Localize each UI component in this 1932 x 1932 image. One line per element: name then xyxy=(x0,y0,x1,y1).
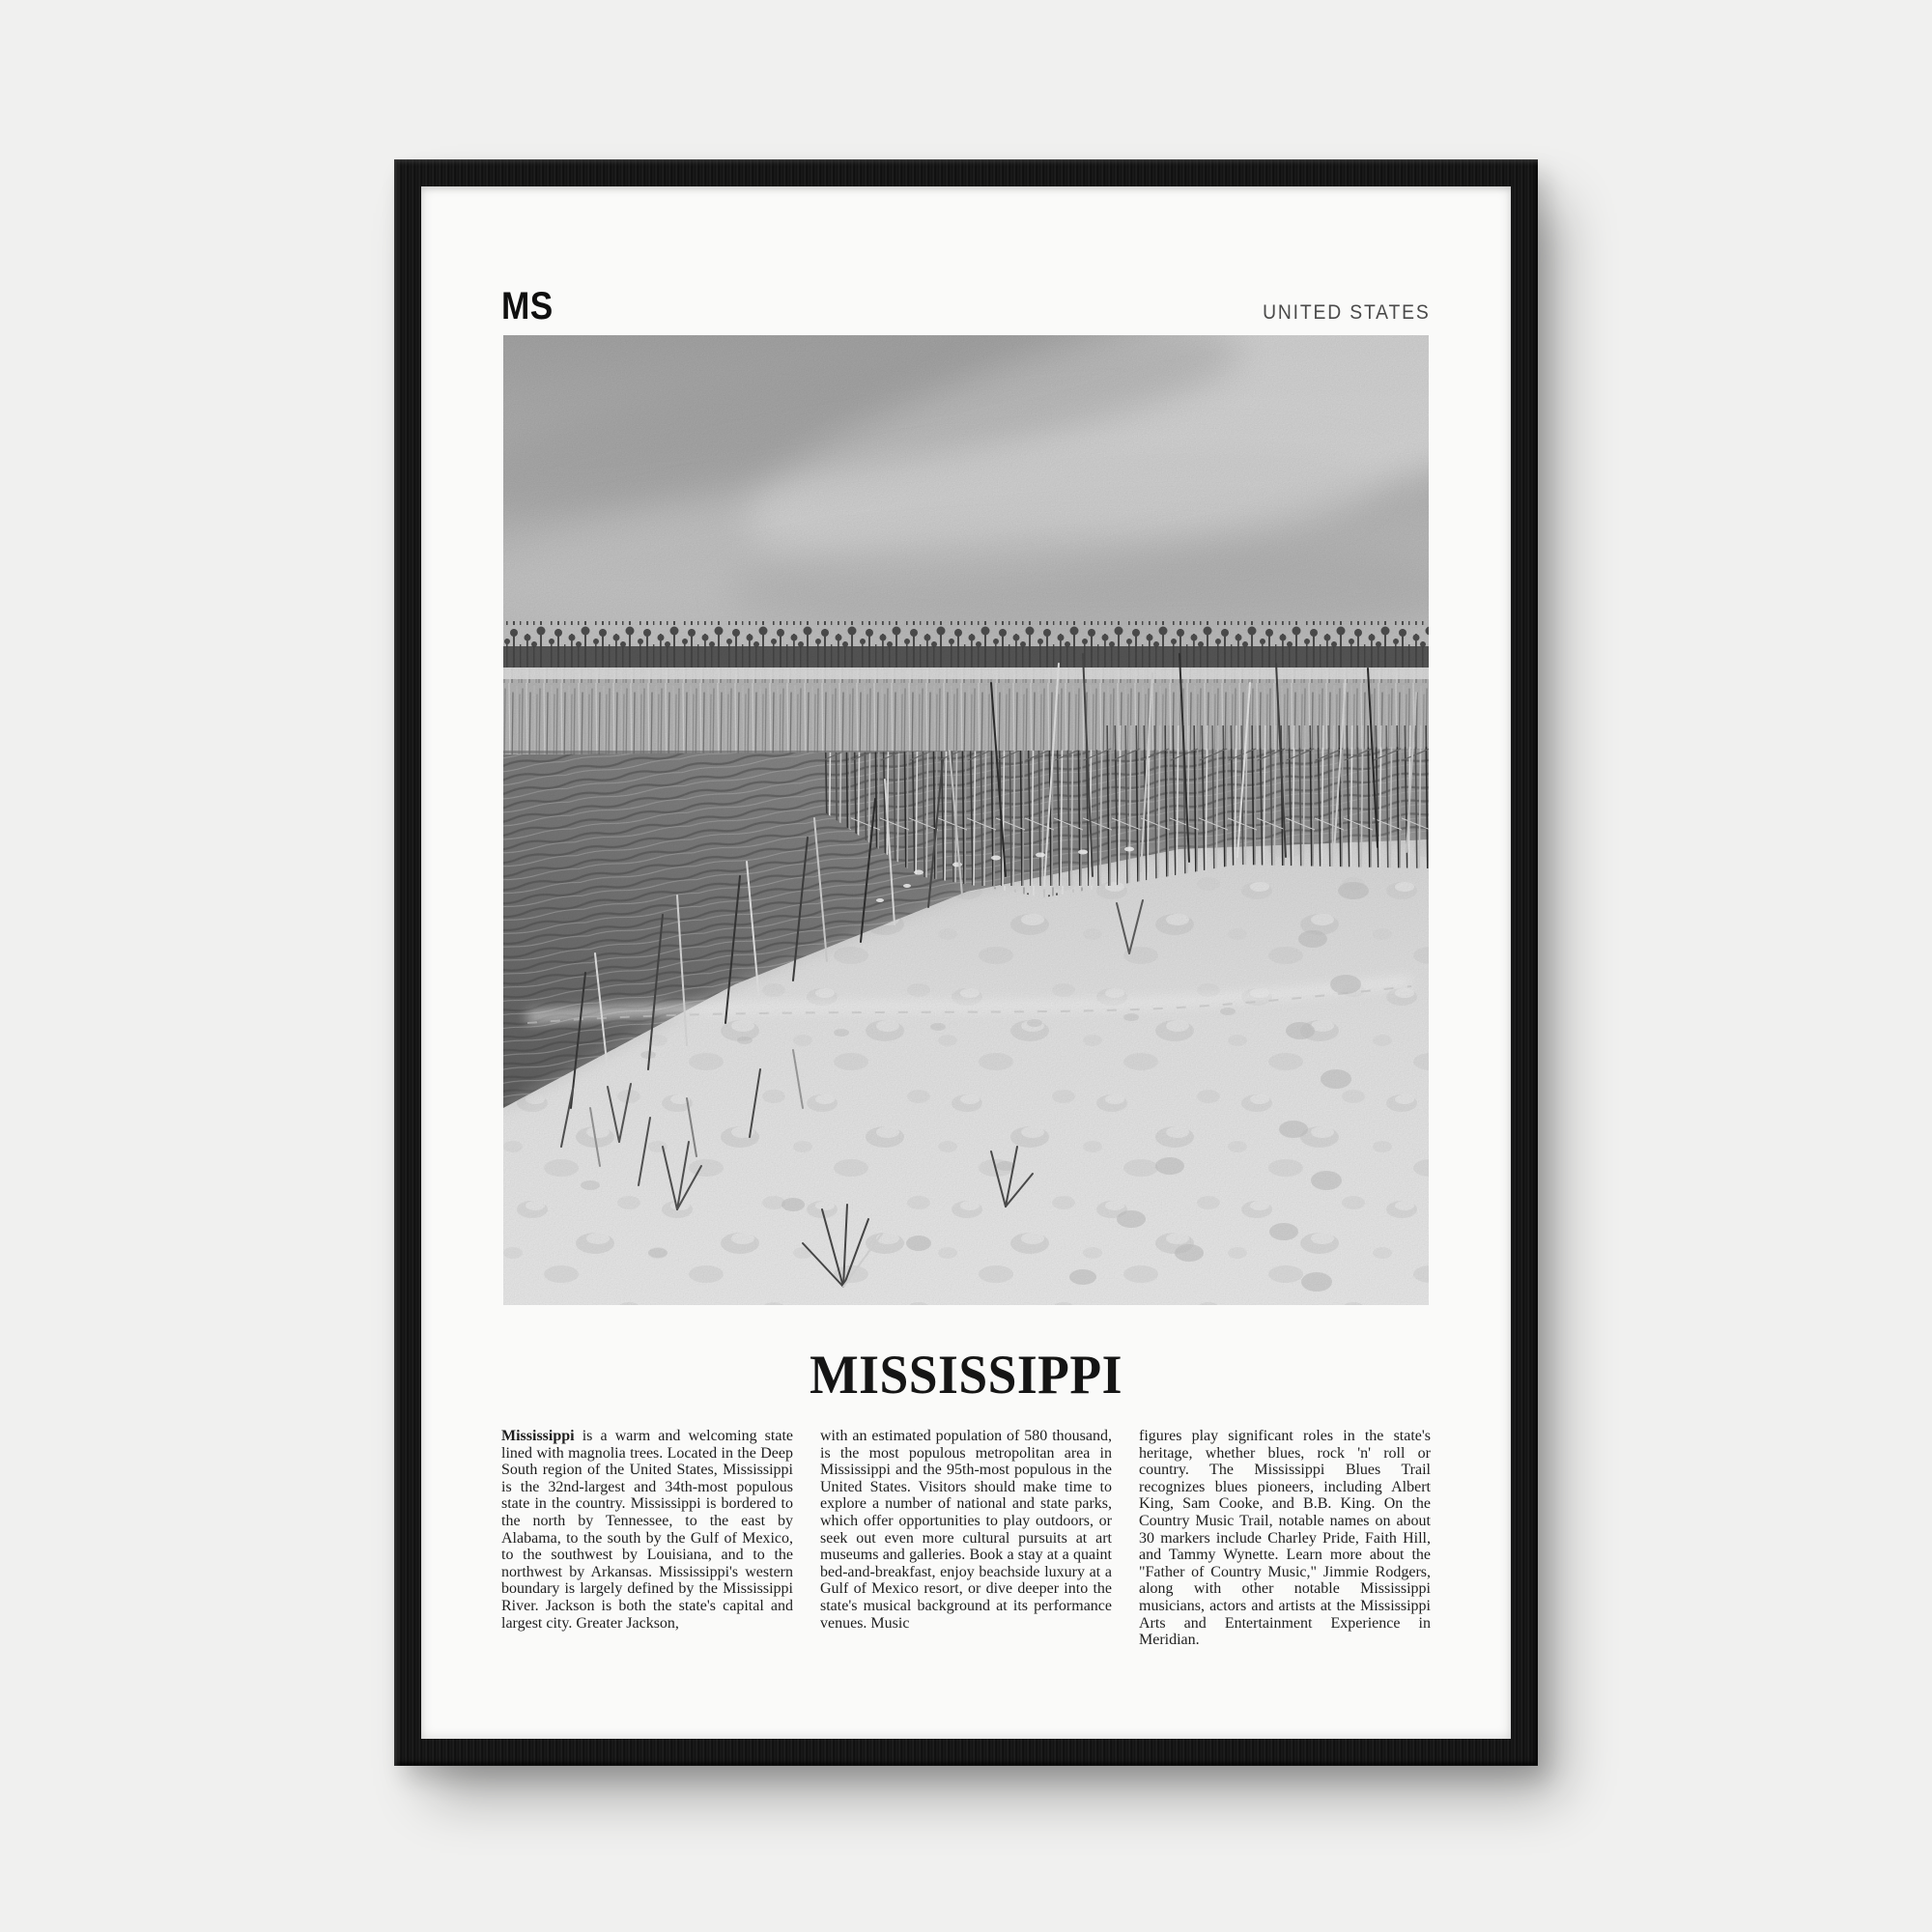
article-column-1 xyxy=(501,1428,793,1649)
article-column-3: figures play significant roles in the state's heritage, whether blues, rock 'n' roll or country. The Mississippi Blues Trail recognizes blues pioneers, including Albert King, Sam Cooke, and B.B. King. On the Country Music Trail, notable names on about 30 markers include Charley Pride, Faith Hill, and Tammy Wynette. Learn more about the "Father of Country Music," Jimmie Rodgers, along with other notable Mississippi musicians, actors and artists at the Mississippi Arts and Entertainment Experience in Meridian. xyxy=(1139,1428,1431,1649)
article-columns xyxy=(501,1428,1431,1649)
poster-paper xyxy=(421,186,1511,1739)
photo-grain-overlay xyxy=(503,335,1429,1305)
state-code-label: MS xyxy=(501,285,554,327)
article-lead-word: Mississippi xyxy=(501,1428,575,1444)
poster-title: MISSISSIPPI xyxy=(810,1345,1122,1406)
article-column-2: with an estimated population of 580 thousand, is the most populous metropolitan area in Mississippi and the 95th-most populous in the United States. Visitors should make time to explore a number of national and state parks, which offer opportunities to play outdoors, or seek out even more cultural pursuits at art museums and galleries. Book a stay at a quaint bed-and-breakfast, enjoy beachside luxury at a Gulf of Mexico resort, or dive deeper into the state's musical background at its performance venues. Music xyxy=(820,1428,1112,1632)
poster-frame xyxy=(394,159,1538,1766)
article-column-1-text: is a warm and welcoming state lined with magnolia trees. Located in the Deep South region of the United States, Mississippi is the 32nd-largest and 34th-most populous state in the country. Mississippi is bordered to the north by Tennessee, to the east by Alabama, to the south by the Gulf of Mexico, to the southwest by Louisiana, and to the northwest by Arkansas. Mississippi's western boundary is largely defined by the Mississippi River. Jackson is both the state's capital and largest city. Greater Jackson, xyxy=(501,1428,793,1632)
landscape-photo xyxy=(503,335,1429,1305)
poster-header xyxy=(501,186,1431,326)
country-label: UNITED STATES xyxy=(1263,301,1431,324)
